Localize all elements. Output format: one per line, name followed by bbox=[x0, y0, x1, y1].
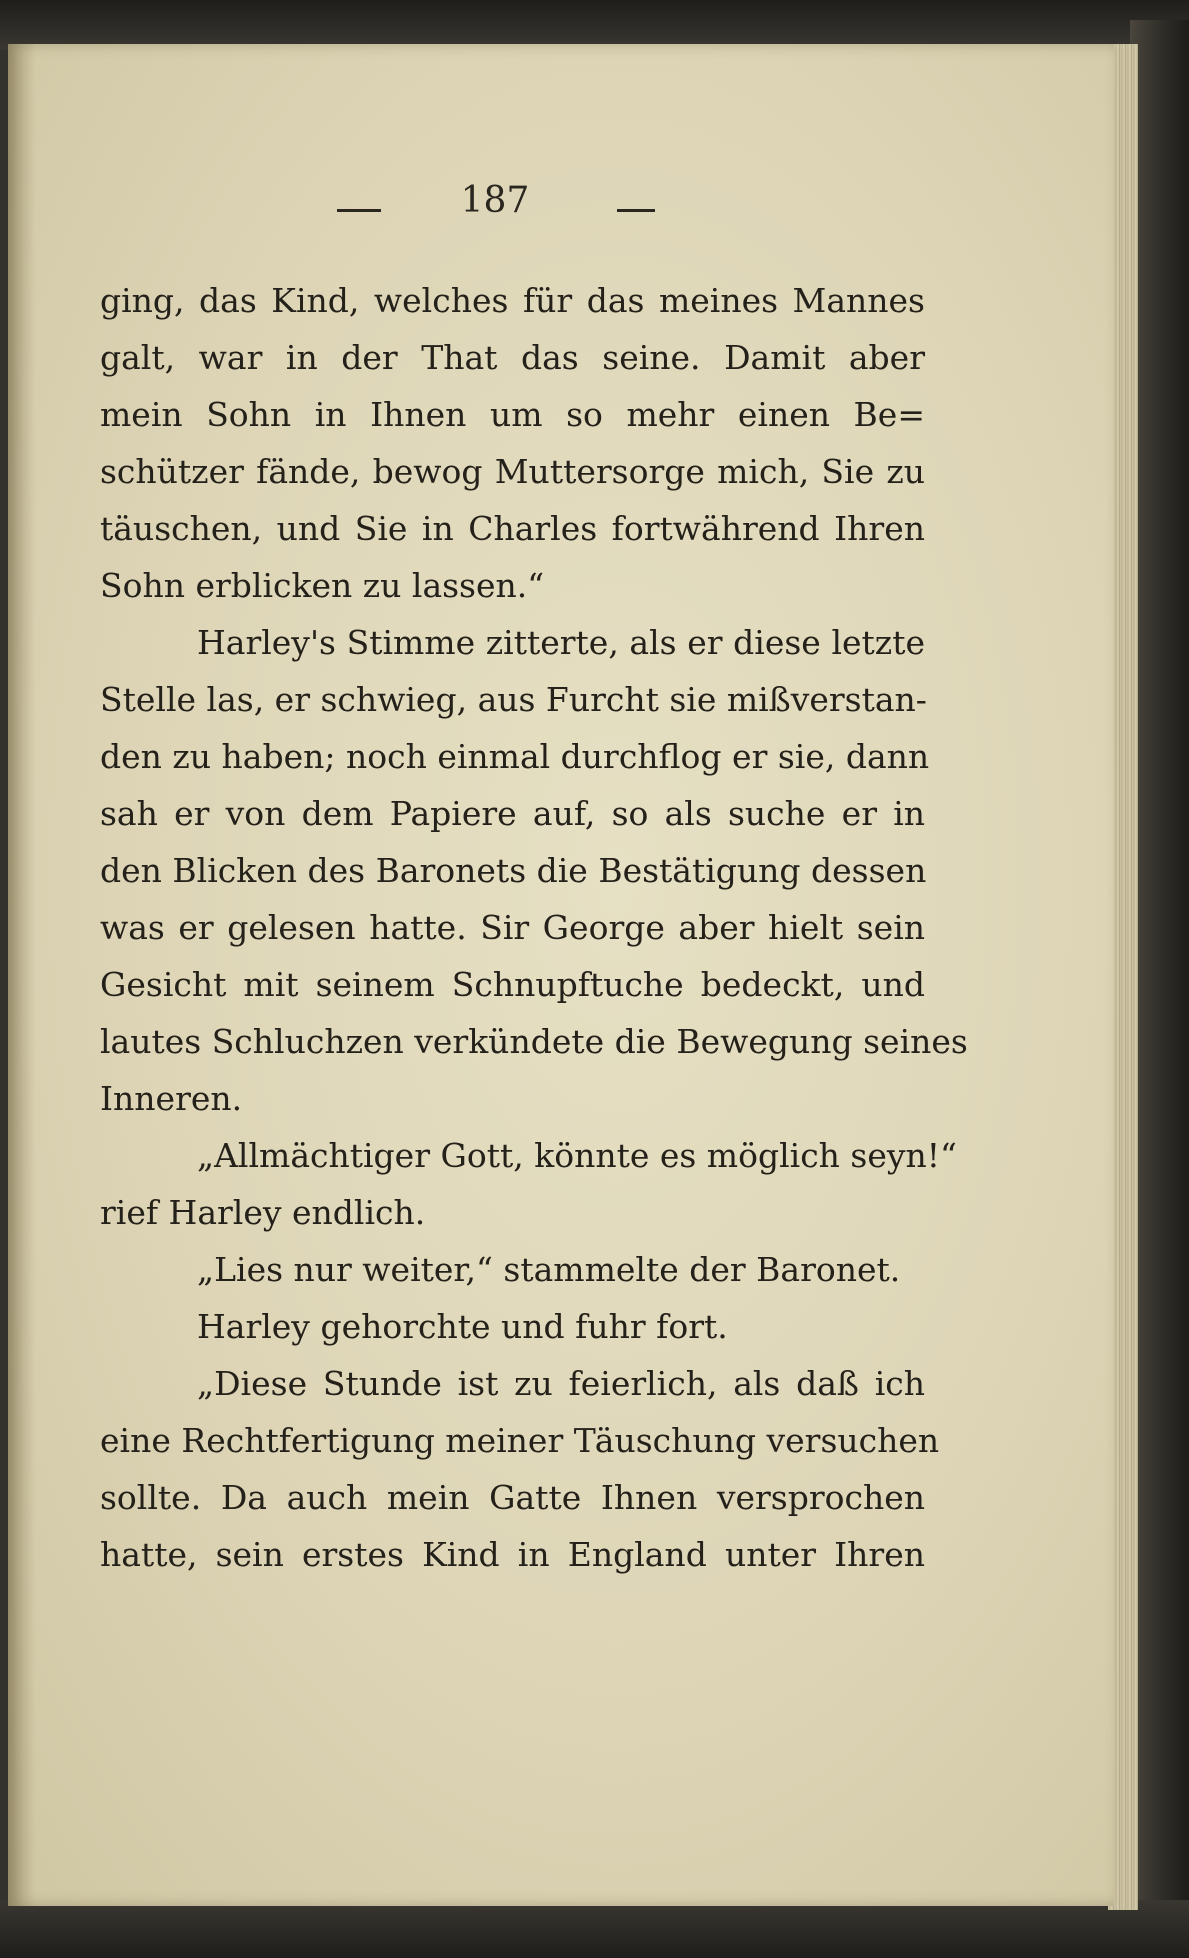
text-line bbox=[100, 386, 925, 443]
text-line bbox=[100, 1241, 925, 1298]
header-dash-left bbox=[337, 209, 381, 212]
text-line bbox=[100, 614, 925, 671]
text-line bbox=[100, 1298, 925, 1355]
text-line-content: Harley gehorchte und fuhr fort. bbox=[197, 1307, 728, 1346]
text-line bbox=[100, 1355, 925, 1412]
text-line bbox=[100, 728, 930, 785]
text-line bbox=[100, 1013, 968, 1070]
text-line-content: „Lies nur weiter,“ stammelte der Baronet. bbox=[197, 1250, 901, 1289]
text-line-content: Harley's Stimme zitterte, als er diese letzte bbox=[197, 623, 925, 662]
text-line-content: mein Sohn in Ihnen um so mehr einen Be= bbox=[100, 395, 925, 434]
text-line-content: hatte, sein erstes Kind in England unter Ihren bbox=[100, 1535, 925, 1574]
text-line-content: Sohn erblicken zu lassen.“ bbox=[100, 566, 545, 605]
text-line-content: sollte. Da auch mein Gatte Ihnen versprochen bbox=[100, 1478, 925, 1517]
text-line bbox=[100, 842, 925, 899]
text-line-content: den zu haben; noch einmal durchflog er sie, dann bbox=[100, 737, 930, 776]
text-line bbox=[100, 1469, 925, 1526]
text-line-content: täuschen, und Sie in Charles fortwährend Ihren bbox=[100, 509, 925, 548]
text-line-content: schützer fände, bewog Muttersorge mich, Sie zu bbox=[100, 452, 925, 491]
text-line bbox=[100, 557, 925, 614]
text-line bbox=[100, 671, 925, 728]
text-line bbox=[100, 1526, 925, 1583]
text-line-content: Gesicht mit seinem Schnupftuche bedeckt, und bbox=[100, 965, 925, 1004]
text-line bbox=[100, 899, 925, 956]
cover-top-edge bbox=[0, 0, 1189, 50]
text-line bbox=[100, 1070, 925, 1127]
cover-right-edge bbox=[1130, 20, 1189, 1940]
header-dash-right bbox=[617, 209, 655, 212]
text-line-content: Inneren. bbox=[100, 1079, 243, 1118]
text-line-content: den Blicken des Baronets die Bestätigung dessen bbox=[100, 851, 927, 890]
text-line-content: eine Rechtfertigung meiner Täuschung versuchen bbox=[100, 1421, 940, 1460]
text-line bbox=[100, 1127, 957, 1184]
text-line bbox=[100, 500, 925, 557]
body-text bbox=[100, 272, 968, 1583]
gutter-shadow bbox=[8, 44, 36, 1906]
text-line bbox=[100, 443, 925, 500]
text-line-content: sah er von dem Papiere auf, so als suche er in bbox=[100, 794, 925, 833]
text-line-content: „Allmächtiger Gott, könnte es möglich seyn!“ bbox=[197, 1136, 957, 1175]
text-line-content: „Diese Stunde ist zu feierlich, als daß ich bbox=[197, 1364, 925, 1403]
text-line-content: Stelle las, er schwieg, aus Furcht sie mißverstan- bbox=[100, 680, 927, 719]
text-line bbox=[100, 956, 925, 1013]
text-line-content: ging, das Kind, welches für das meines Mannes bbox=[100, 281, 925, 320]
text-line bbox=[100, 1184, 925, 1241]
text-line bbox=[100, 329, 925, 386]
text-line bbox=[100, 785, 925, 842]
text-line bbox=[100, 272, 925, 329]
text-line-content: galt, war in der That das seine. Damit aber bbox=[100, 338, 925, 377]
page-number: 187 bbox=[460, 180, 530, 221]
cover-bottom-edge bbox=[0, 1900, 1189, 1958]
text-line-content: was er gelesen hatte. Sir George aber hielt sein bbox=[100, 908, 925, 947]
text-line-content: rief Harley endlich. bbox=[100, 1193, 426, 1232]
text-line-content: lautes Schluchzen verkündete die Bewegung seines bbox=[100, 1022, 968, 1061]
text-line bbox=[100, 1412, 940, 1469]
